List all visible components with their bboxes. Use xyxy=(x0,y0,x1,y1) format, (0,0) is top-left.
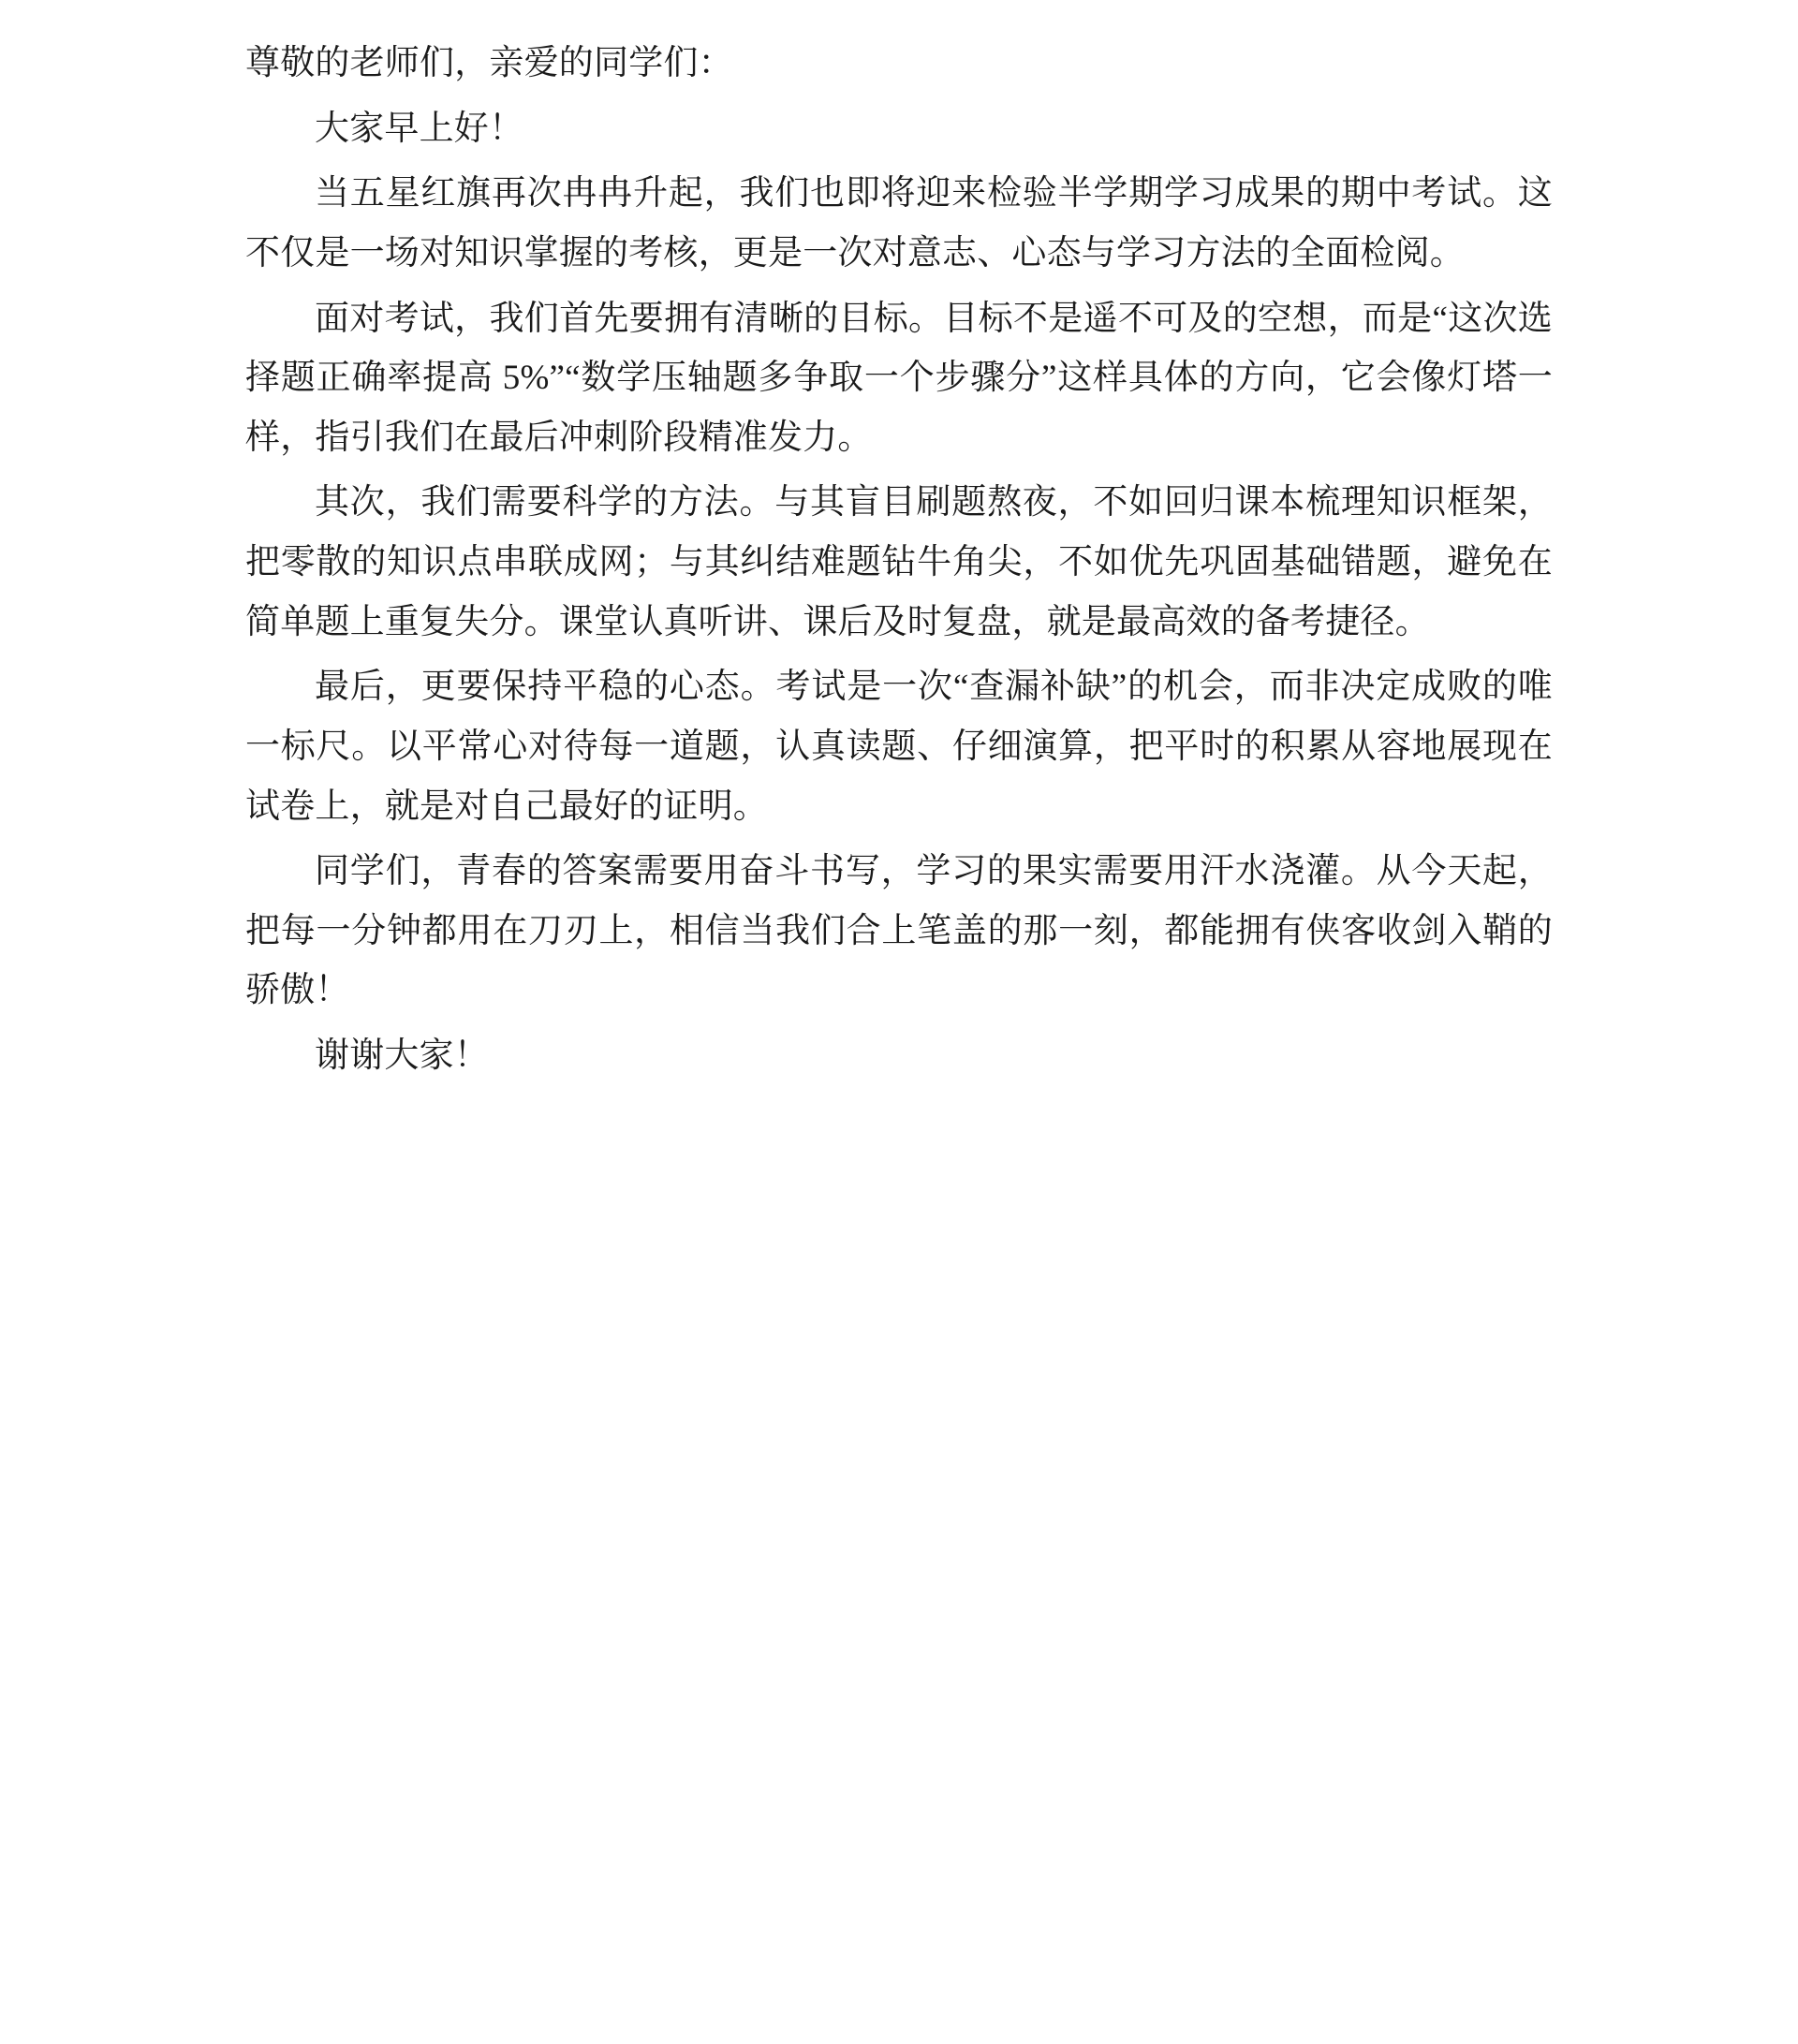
paragraph-clear-goal: 面对考试，我们首先要拥有清晰的目标。目标不是遥不可及的空想，而是“这次选择题正确率提高 5%”“数学压轴题多争取一个步骤分”这样具体的方向，它会像灯塔一样，指引我们在最后冲刺阶段精准发力。 xyxy=(245,299,1553,457)
paragraph-salutation: 尊敬的老师们，亲爱的同学们： xyxy=(245,44,733,82)
paragraph-greeting: 大家早上好！ xyxy=(315,109,524,148)
document-body xyxy=(245,34,1553,1086)
paragraph-steady-mindset: 最后，更要保持平稳的心态。考试是一次“查漏补缺”的机会，而非决定成败的唯一标尺。以平常心对待每一道题，认真读题、仔细演算，把平时的积累从容地展现在试卷上，就是对自己最好的证明。 xyxy=(245,668,1553,826)
paragraph-scientific-method: 其次，我们需要科学的方法。与其盲目刷题熬夜，不如回归课本梳理知识框架，把零散的知识点串联成网；与其纠结难题钻牛角尖，不如优先巩固基础错题，避免在简单题上重复失分。课堂认真听讲、课后及时复盘，就是最高效的备考捷径。 xyxy=(245,483,1553,641)
paragraph-intro: 当五星红旗再次冉冉升起，我们也即将迎来检验半学期学习成果的期中考试。这不仅是一场对知识掌握的考核，更是一次对意志、心态与学习方法的全面检阅。 xyxy=(245,174,1553,272)
paragraph-closing-call: 同学们，青春的答案需要用奋斗书写，学习的果实需要用汗水浇灌。从今天起，把每一分钟都用在刀刃上，相信当我们合上笔盖的那一刻，都能拥有侠客收剑入鞘的骄傲！ xyxy=(245,852,1553,1010)
paragraph-thanks: 谢谢大家！ xyxy=(315,1037,489,1075)
